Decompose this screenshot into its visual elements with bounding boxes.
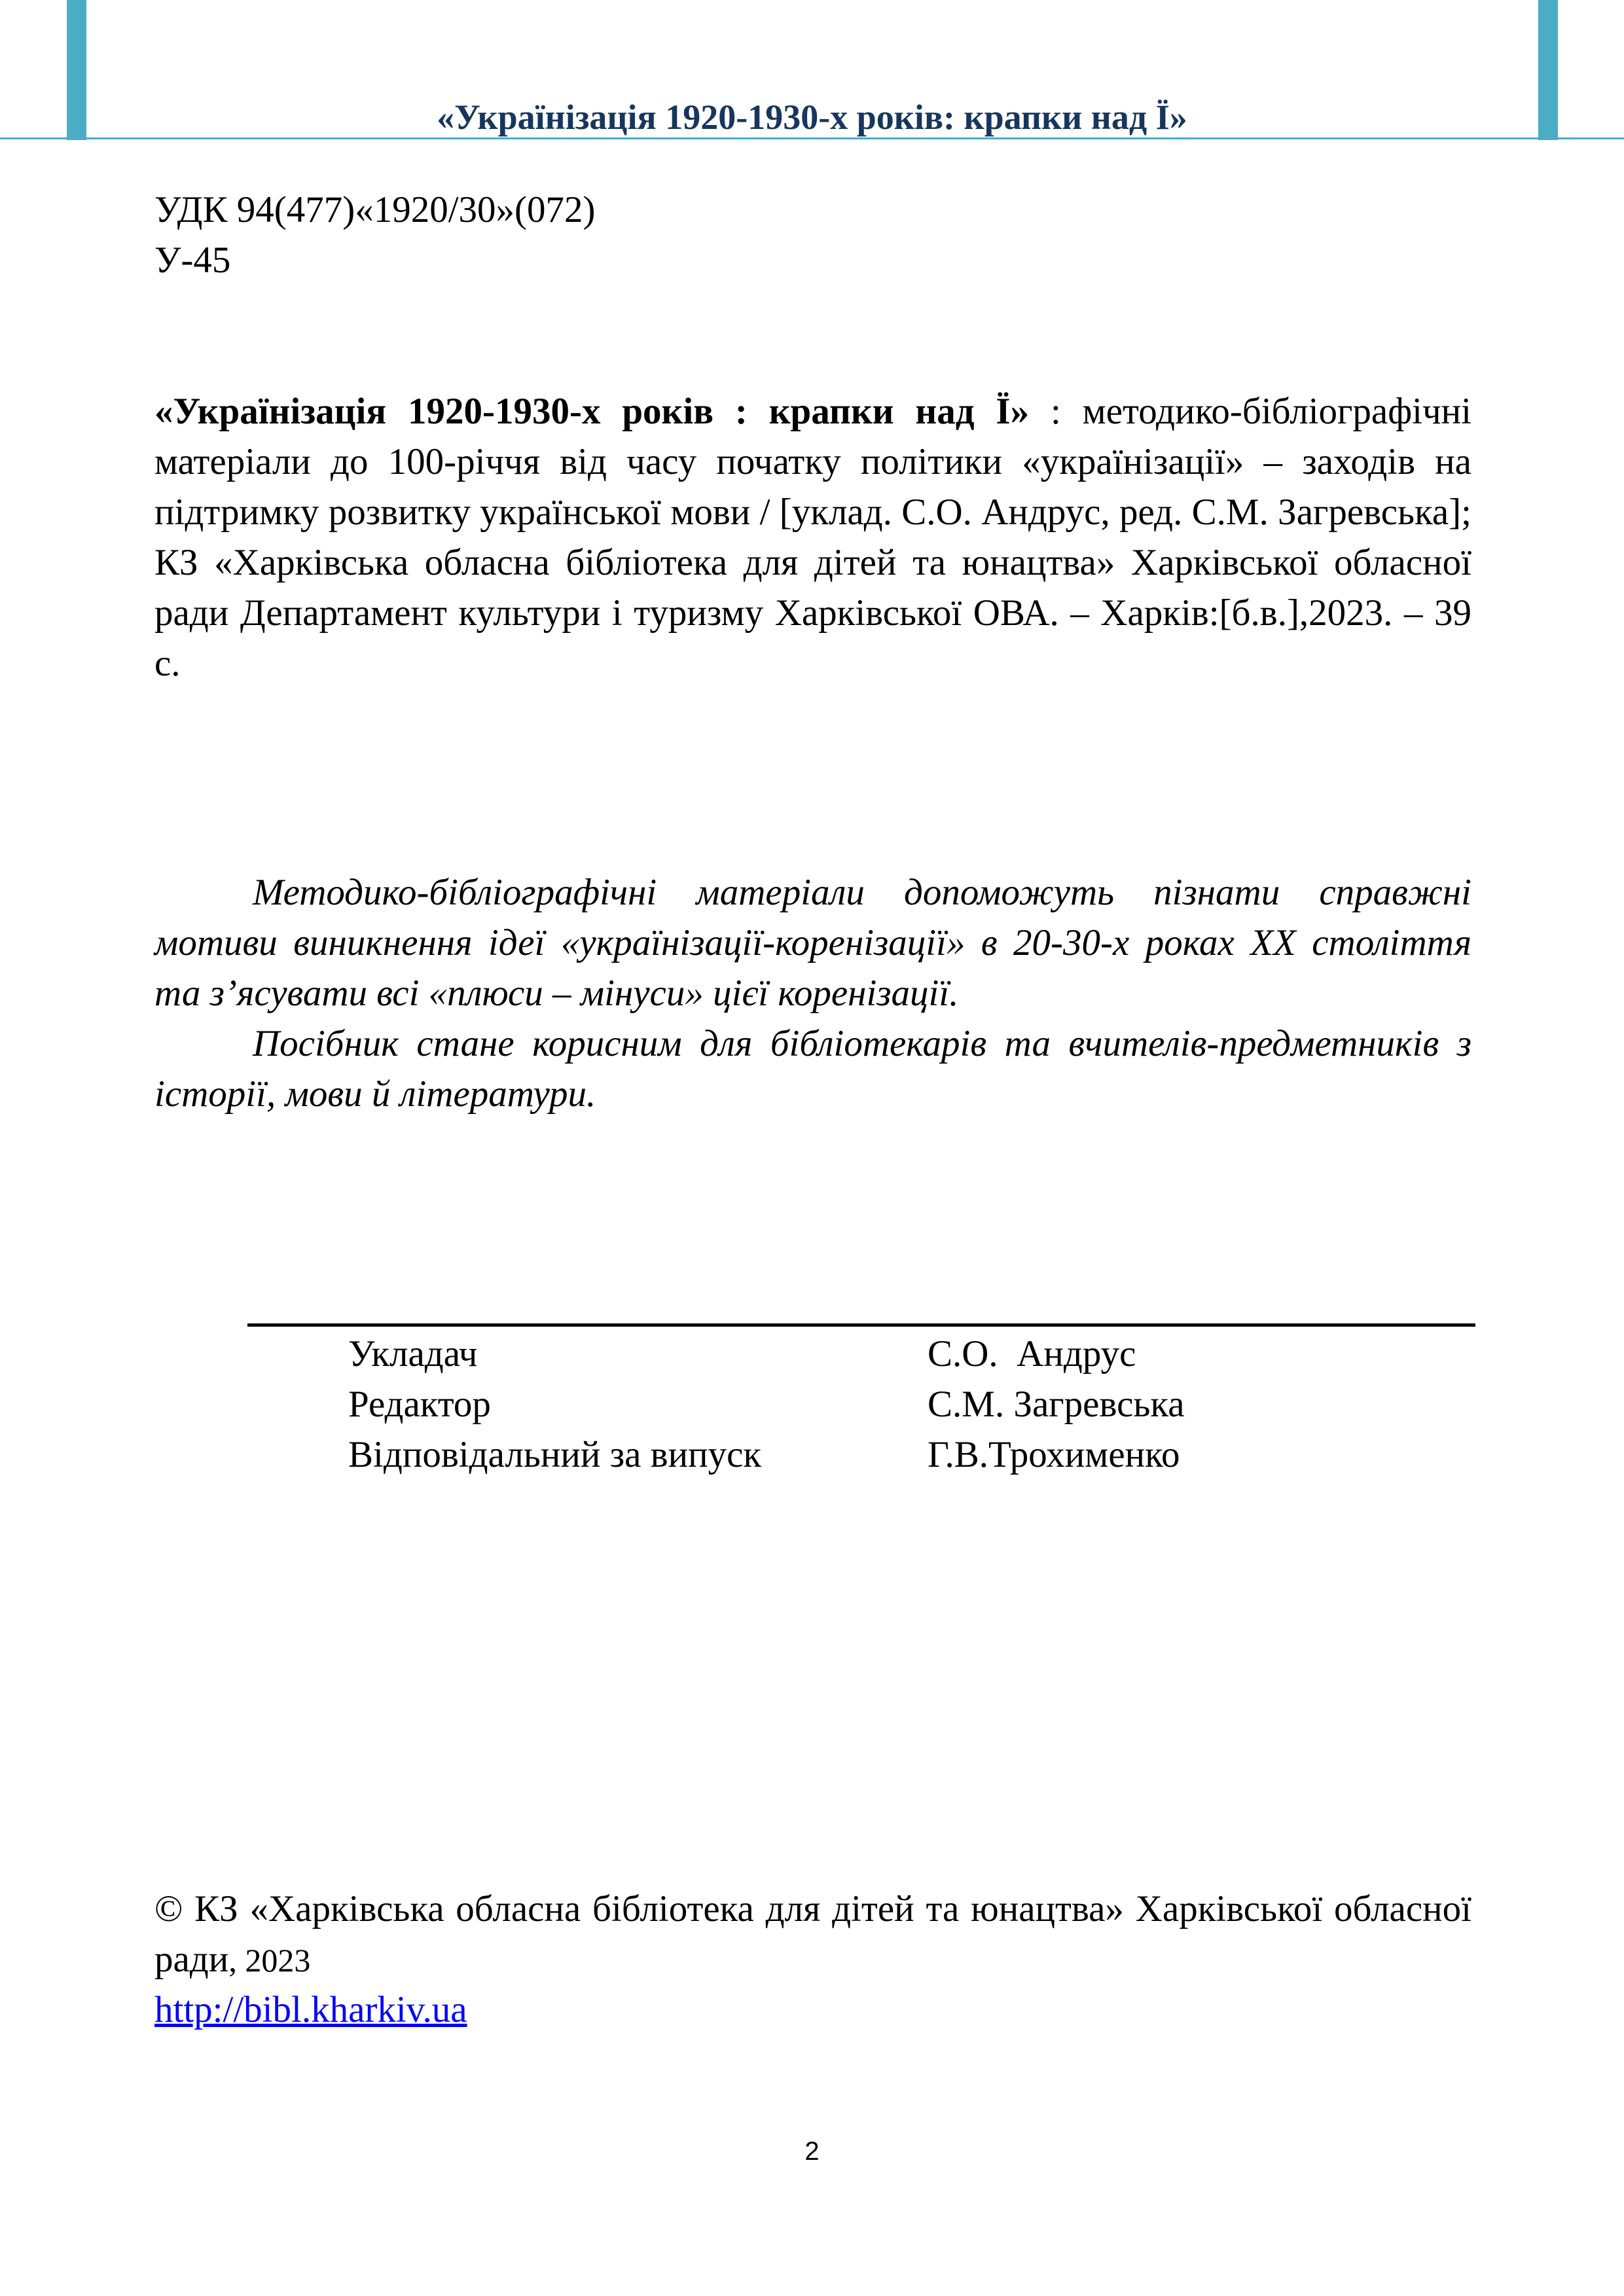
header-divider — [0, 137, 1624, 139]
annotation — [154, 867, 1471, 1119]
author-sign: У-45 — [154, 240, 231, 281]
credit-row — [348, 1379, 1185, 1429]
udc-code: УДК 94(477)«1920/30»(072) — [154, 189, 596, 230]
annotation-paragraph-1: Методико-бібліографічні матеріали допоможуть пізнати справжні мотиви виникнення ідеї «українізації-коренізації» в 20-30-х роках XX століття та з’ясувати всі «плюси – мінуси» цієї коренізації. — [154, 872, 1471, 1014]
catalog-block — [154, 185, 596, 285]
page-number: 2 — [804, 2137, 820, 2166]
copyright-notice — [154, 1884, 1471, 1986]
credit-row — [348, 1429, 1185, 1480]
credit-row — [348, 1329, 1185, 1379]
credits — [348, 1329, 1185, 1480]
copyright-year: , 2023 — [228, 1942, 311, 1979]
credit-name: Г.В.Трохименко — [928, 1434, 1180, 1475]
bibliographic-description: : методико-бібліографічні матеріали до 100-річчя від часу початку політики «українізації» – заходів на підтримку розвитку української мови / [уклад. С.О. Андрус, ред. С.М. Загревська]; КЗ «Харківська обласна бібліотека для дітей та юнацтва» Харківської обласної ради Департамент культури і туризму Харківської ОВА. – Харків:[б.в.],2023. – 39 с. — [154, 391, 1471, 684]
website-link[interactable]: http://bibl.kharkiv.ua — [154, 1989, 467, 2030]
bibliographic-entry — [154, 386, 1471, 689]
credit-role: Редактор — [348, 1384, 491, 1425]
book-title: «Українізація 1920-1930-х років : крапки над Ї» — [154, 391, 1030, 432]
credit-name: С.М. Загревська — [928, 1384, 1185, 1425]
running-title: «Українізація 1920-1930-х років: крапки над Ї» — [437, 98, 1187, 137]
credit-role: Відповідальний за випуск — [348, 1434, 762, 1475]
credits-divider — [247, 1323, 1475, 1327]
credit-name: С.О. Андрус — [928, 1333, 1136, 1374]
credit-role: Укладач — [348, 1333, 478, 1374]
copyright-text: © КЗ «Харківська обласна бібліотека для дітей та юнацтва» Харківської обласної ради — [154, 1888, 1471, 1980]
annotation-paragraph-2: Посібник стане корисним для бібліотекарів та вчителів-предметників з історії, мови й літератури. — [154, 1023, 1471, 1115]
